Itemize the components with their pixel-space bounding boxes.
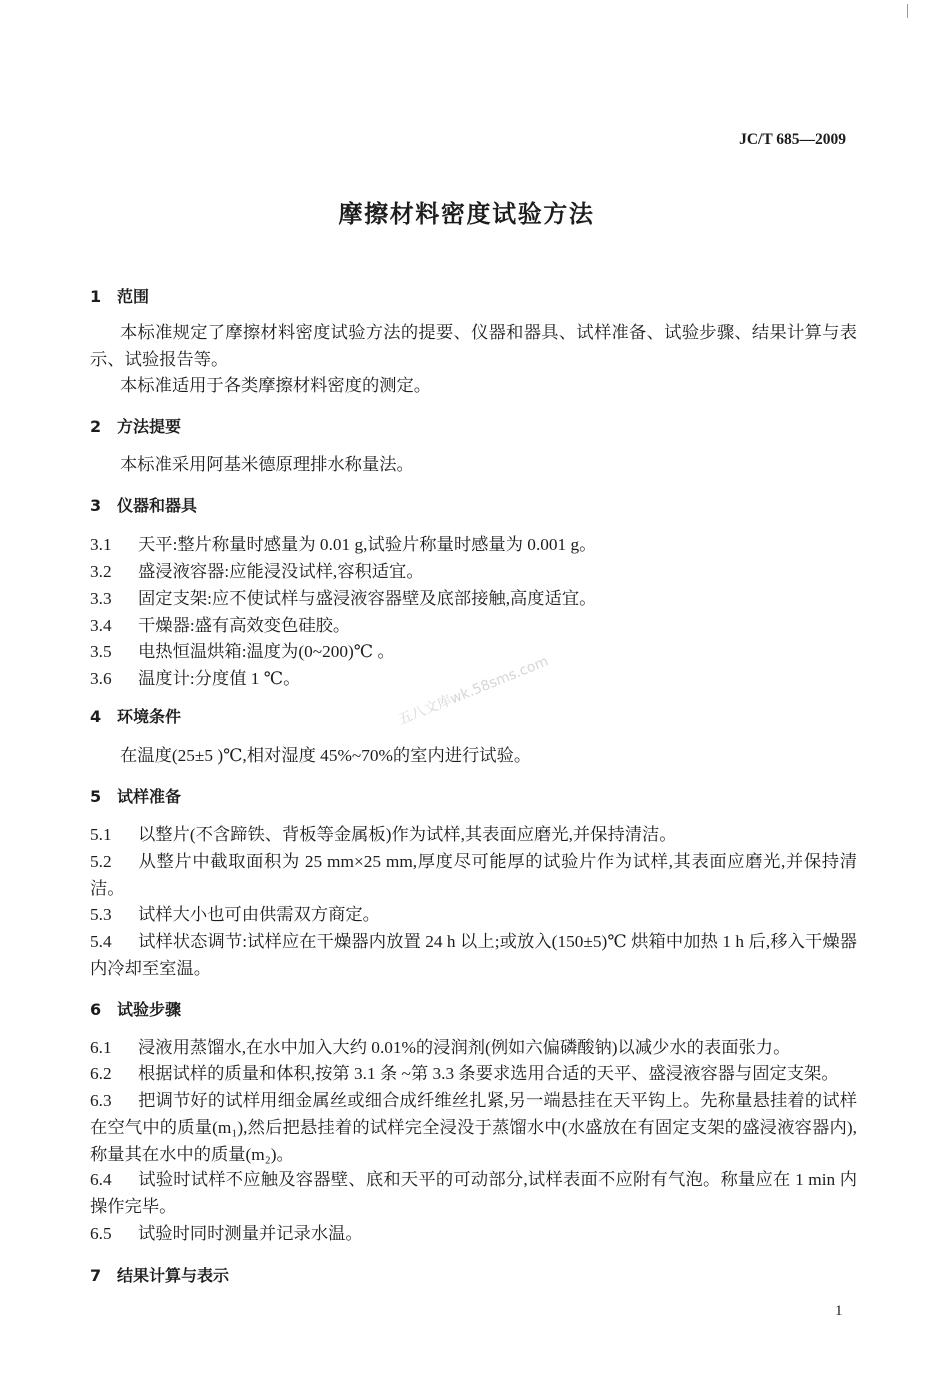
clause-text: 根据试样的质量和体积,按第 3.1 条 ~第 3.3 条要求选用合适的天平、盛浸液容器与固定支架。: [138, 1064, 839, 1083]
section-heading-3: [90, 493, 857, 520]
clause-text: 试验时同时测量并记录水温。: [138, 1224, 363, 1243]
clause-number: 3.2: [90, 562, 112, 581]
clause-6-4: [90, 1167, 857, 1221]
clause-number: 6.3: [90, 1091, 112, 1110]
paragraph-1-2: 本标准适用于各类摩擦材料密度的测定。: [120, 376, 432, 395]
clause-5-1: [90, 822, 857, 849]
section-number: 5: [90, 787, 102, 806]
section-number: 1: [90, 287, 102, 306]
clause-text: 浸液用蒸馏水,在水中加入大约 0.01%的浸润剂(例如六偏磷酸钠)以减少水的表面张力。: [138, 1038, 791, 1057]
section-number: 7: [90, 1266, 102, 1285]
clause-text: 固定支架:应不使试样与盛浸液容器壁及底部接触,高度适宜。: [138, 589, 597, 608]
clause-5-2: [90, 849, 857, 903]
clause-text: 从整片中截取面积为 25 mm×25 mm,厚度尽可能厚的试验片作为试样,其表面应磨光,并保持清洁。: [90, 852, 857, 898]
clause-text: 把调节好的试样用细金属丝或细合成纤维丝扎紧,另一端悬挂在天平钩上。先称量悬挂着的试样在空气中的质量(m₁),然后把悬挂着的试样完全浸没于蒸馏水中(水盛放在有固定支架的盛浸液容器内),称量其在水中的质量(m₂)。: [90, 1091, 857, 1164]
clause-number: 3.6: [90, 669, 112, 688]
section-heading-7: [90, 1263, 857, 1290]
clause-3-4: [90, 613, 857, 640]
watermark: 五八文库wk.58sms.com: [396, 653, 551, 729]
clause-text: 温度计:分度值 1 ℃。: [138, 669, 301, 688]
clause-text: 以整片(不含蹄铁、背板等金属板)作为试样,其表面应磨光,并保持清洁。: [138, 825, 677, 844]
clause-5-4: [90, 929, 857, 983]
clause-3-6: [90, 666, 857, 693]
section-number: 4: [90, 707, 102, 726]
section-title: 方法提要: [117, 417, 182, 436]
clause-number: 5.1: [90, 825, 112, 844]
section-number: 6: [90, 1000, 102, 1019]
clause-3-1: [90, 532, 857, 559]
section-heading-2: [90, 414, 857, 441]
clause-text: 盛浸液容器:应能浸没试样,容积适宜。: [138, 562, 424, 581]
clause-number: 5.2: [90, 852, 112, 871]
clause-6-5: [90, 1221, 857, 1248]
clause-number: 3.5: [90, 642, 112, 661]
section-number: 2: [90, 417, 102, 436]
section-heading-6: [90, 997, 857, 1024]
clause-number: 3.1: [90, 535, 112, 554]
scan-mark: [907, 4, 908, 18]
clause-number: 3.3: [90, 589, 112, 608]
clause-3-5: [90, 639, 857, 666]
clause-6-1: [90, 1035, 857, 1062]
clause-number: 6.2: [90, 1064, 112, 1083]
clause-number: 6.1: [90, 1038, 112, 1057]
clause-6-3: [90, 1088, 857, 1168]
section-title: 结果计算与表示: [117, 1266, 230, 1285]
clause-text: 试验时试样不应触及容器壁、底和天平的可动部分,试样表面不应附有气泡。称量应在 1 min 内操作完毕。: [90, 1170, 857, 1216]
clause-number: 6.5: [90, 1224, 112, 1243]
clause-6-2: [90, 1061, 857, 1088]
paragraph-4-1: 在温度(25±5 )℃,相对湿度 45%~70%的室内进行试验。: [120, 746, 532, 765]
section-title: 范围: [117, 287, 150, 306]
section-title: 试验步骤: [117, 1000, 182, 1019]
document-title: 摩擦材料密度试验方法: [338, 200, 595, 228]
page-number: 1: [835, 1303, 843, 1319]
standard-code: JC/T 685—2009: [739, 131, 846, 148]
section-number: 3: [90, 496, 102, 515]
section-heading-4: [90, 704, 857, 731]
clause-number: 6.4: [90, 1170, 112, 1189]
clause-3-2: [90, 559, 857, 586]
clause-number: 5.3: [90, 905, 112, 924]
clause-text: 试样状态调节:试样应在干燥器内放置 24 h 以上;或放入(150±5)℃ 烘箱中加热 1 h 后,移入干燥器内冷却至室温。: [90, 932, 857, 978]
section-title: 环境条件: [117, 707, 182, 726]
clause-3-3: [90, 586, 857, 613]
section-title: 仪器和器具: [117, 496, 198, 515]
paragraph-2-1: 本标准采用阿基米德原理排水称量法。: [120, 455, 414, 474]
clause-5-3: [90, 902, 857, 929]
clause-text: 干燥器:盛有高效变色硅胶。: [138, 616, 351, 635]
section-heading-1: [90, 284, 857, 311]
clause-text: 试样大小也可由供需双方商定。: [138, 905, 380, 924]
clause-text: 电热恒温烘箱:温度为(0~200)℃ 。: [138, 642, 395, 661]
clause-text: 天平:整片称量时感量为 0.01 g,试验片称量时感量为 0.001 g。: [138, 535, 597, 554]
section-heading-5: [90, 784, 857, 811]
paragraph-1-1: 本标准规定了摩擦材料密度试验方法的提要、仪器和器具、试样准备、试验步骤、结果计算与表示、试验报告等。: [90, 323, 857, 369]
section-title: 试样准备: [117, 787, 182, 806]
clause-number: 5.4: [90, 932, 112, 951]
clause-number: 3.4: [90, 616, 112, 635]
